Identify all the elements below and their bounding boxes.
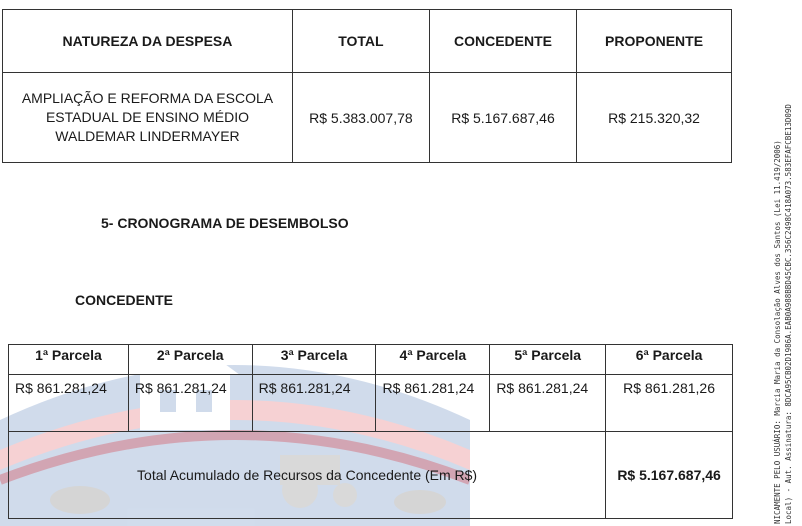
- expense-header-row: [3, 10, 732, 73]
- value-parcela-3: R$ 861.281,24: [252, 375, 376, 432]
- value-parcela-1: R$ 861.281,24: [9, 375, 129, 432]
- header-parcela-5: 5ª Parcela: [490, 345, 606, 375]
- header-parcela-2: 2ª Parcela: [128, 345, 252, 375]
- expense-row: [3, 73, 732, 163]
- header-parcela-4: 4ª Parcela: [376, 345, 490, 375]
- expense-nature-table: [2, 9, 732, 163]
- value-parcela-2: R$ 861.281,24: [128, 375, 252, 432]
- disbursement-schedule-table: [8, 344, 733, 519]
- header-proponente: PROPONENTE: [577, 10, 732, 73]
- header-natureza: NATUREZA DA DESPESA: [3, 10, 293, 73]
- section-title: 5- CRONOGRAMA DE DESEMBOLSO: [101, 215, 349, 231]
- cell-natureza: AMPLIAÇÃO E REFORMA DA ESCOLA ESTADUAL DE ENSINO MÉDIO WALDEMAR LINDERMAYER: [3, 73, 293, 163]
- header-parcela-6: 6ª Parcela: [606, 345, 733, 375]
- header-total: TOTAL: [292, 10, 429, 73]
- header-concedente: CONCEDENTE: [429, 10, 576, 73]
- value-parcela-6: R$ 861.281,26: [606, 375, 733, 432]
- cell-proponente: R$ 215.320,32: [577, 73, 732, 163]
- cell-total: R$ 5.383.007,78: [292, 73, 429, 163]
- signature-line-2: Local) - Aut. Assinatura: 8DCA95CB02D1986A.EAB0A988BBD45CBC.356C2498C418A073.583EFAFCBE13D09D: [784, 104, 793, 524]
- total-label: Total Acumulado de Recursos da Concedente (Em R$): [9, 432, 606, 519]
- subsection-title: CONCEDENTE: [75, 292, 174, 308]
- schedule-total-row: [9, 432, 733, 519]
- total-value: R$ 5.167.687,46: [606, 432, 733, 519]
- cell-concedente: R$ 5.167.687,46: [429, 73, 576, 163]
- value-parcela-4: R$ 861.281,24: [376, 375, 490, 432]
- schedule-header-row: [9, 345, 733, 375]
- header-parcela-1: 1ª Parcela: [9, 345, 129, 375]
- schedule-values-row: [9, 375, 733, 432]
- value-parcela-5: R$ 861.281,24: [490, 375, 606, 432]
- header-parcela-3: 3ª Parcela: [252, 345, 376, 375]
- signature-line-1: NICAMENTE PELO USUÁRIO: Marcia Maria da Consolação Alves dos Santos (Lei 11.419/2006): [773, 140, 782, 524]
- digital-signature-margin: [772, 0, 802, 526]
